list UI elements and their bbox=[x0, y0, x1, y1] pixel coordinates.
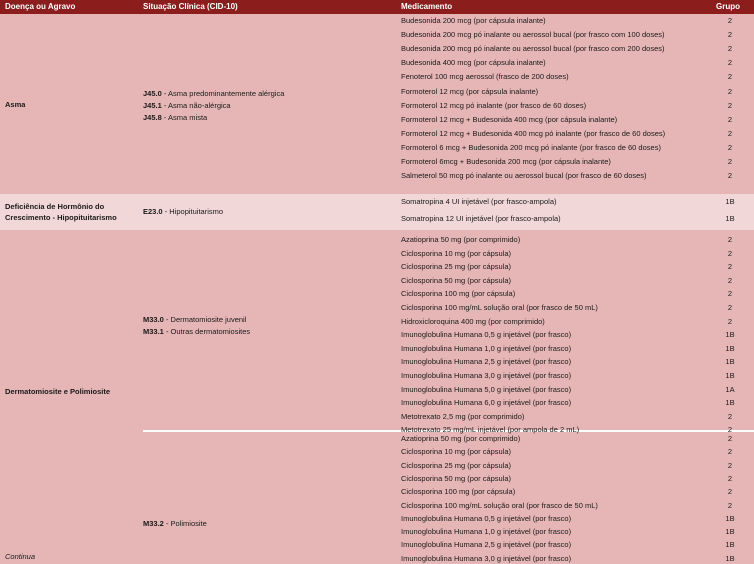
medication-group: 1B bbox=[725, 553, 735, 563]
medication-group: 2 bbox=[727, 473, 733, 483]
header-clinical: Situação Clínica (CID-10) bbox=[143, 2, 238, 11]
medication-group: 2 bbox=[727, 128, 733, 138]
medication-group: 2 bbox=[727, 434, 733, 443]
continua-label: Continua bbox=[5, 552, 36, 561]
medication-group: 1B bbox=[725, 197, 735, 206]
medication-group: 2 bbox=[727, 262, 733, 272]
medication-group: 2 bbox=[727, 86, 733, 96]
medication-name: Hidroxicloroquina 400 mg (por comprimido) bbox=[401, 316, 545, 326]
header-medication: Medicamento bbox=[401, 2, 453, 11]
medication-name: Imunoglobulina Humana 2,5 g injetável (por frasco) bbox=[401, 540, 572, 550]
medication-name: Ciclosporina 100 mg (por cápsula) bbox=[401, 289, 516, 299]
medication-name: Ciclosporina 10 mg (por cápsula) bbox=[401, 248, 512, 258]
medication-name: Azatioprina 50 mg (por comprimido) bbox=[401, 434, 521, 443]
medication-name: Ciclosporina 100 mg/mL solução oral (por frasco de 50 mL) bbox=[401, 303, 598, 312]
header-disease: Doença ou Agravo bbox=[5, 2, 76, 11]
medication-name: Somatropina 12 UI injetável (por frasco-ampola) bbox=[401, 214, 561, 223]
medication-group: 2 bbox=[727, 316, 733, 326]
medication-name: Formoterol 12 mcg + Budesonida 400 mcg (por cápsula inalante) bbox=[401, 114, 618, 124]
medication-name: Budesonida 200 mcg (por cápsula inalante) bbox=[401, 16, 546, 25]
medication-group: 2 bbox=[727, 235, 733, 244]
header-group: Grupo bbox=[716, 2, 740, 11]
medication-name: Ciclosporina 50 mg (por cápsula) bbox=[401, 473, 512, 483]
medication-name: Formoterol 12 mcg + Budesonida 400 mcg pó inalante (por frasco de 60 doses) bbox=[401, 128, 666, 138]
medication-group: 1B bbox=[725, 513, 735, 523]
medication-name: Metotrexato 25 mg/mL injetável (por ampola de 2 mL) bbox=[401, 425, 580, 435]
medication-name: Imunoglobulina Humana 1,0 g injetável (por frasco) bbox=[401, 343, 572, 353]
dermato-code-2: M33.1 - Outras dermatomiosites bbox=[143, 327, 251, 336]
medication-group: 1B bbox=[725, 540, 735, 550]
medication-group: 2 bbox=[727, 142, 733, 152]
medication-name: Imunoglobulina Humana 2,5 g injetável (por frasco) bbox=[401, 357, 572, 367]
medication-group: 2 bbox=[727, 487, 733, 497]
medication-group: 2 bbox=[727, 303, 733, 312]
medication-name: Ciclosporina 50 mg (por cápsula) bbox=[401, 275, 512, 285]
medication-group: 1B bbox=[725, 330, 735, 340]
asma-code-1: J45.0 - Asma predominantemente alérgica bbox=[143, 89, 285, 98]
medication-name: Salmeterol 50 mcg pó inalante ou aerossol bucal (por frasco de 60 doses) bbox=[401, 171, 647, 181]
medication-group: 2 bbox=[727, 460, 733, 470]
medication-group: 2 bbox=[727, 447, 733, 457]
medication-name: Imunoglobulina Humana 6,0 g injetável (por frasco) bbox=[401, 398, 572, 408]
medication-name: Budesonida 200 mcg pó inalante ou aerossol bucal (por frasco com 100 doses) bbox=[401, 30, 665, 40]
medication-group: 2 bbox=[727, 114, 733, 124]
medication-name: Ciclosporina 10 mg (por cápsula) bbox=[401, 447, 512, 457]
medication-group: 1A bbox=[725, 384, 735, 394]
medication-group: 2 bbox=[727, 171, 733, 181]
medication-group: 1B bbox=[725, 214, 735, 223]
polimiosite-code: M33.2 - Polimiosite bbox=[143, 519, 207, 528]
medication-name: Ciclosporina 25 mg (por cápsula) bbox=[401, 262, 512, 272]
medication-name: Azatioprina 50 mg (por comprimido) bbox=[401, 235, 521, 244]
medication-name: Budesonida 400 mcg (por cápsula inalante) bbox=[401, 58, 546, 68]
medication-name: Imunoglobulina Humana 0,5 g injetável (por frasco) bbox=[401, 330, 572, 340]
medication-name: Ciclosporina 100 mg/mL solução oral (por frasco de 50 mL) bbox=[401, 500, 598, 510]
medication-group: 1B bbox=[725, 343, 735, 353]
medication-name: Formoterol 12 mcg pó inalante (por frasco de 60 doses) bbox=[401, 100, 587, 110]
medication-group: 2 bbox=[727, 30, 733, 40]
asma-code-2: J45.1 - Asma não-alérgica bbox=[143, 101, 231, 110]
medication-name: Imunoglobulina Humana 5,0 g injetável (por frasco) bbox=[401, 384, 572, 394]
medication-group: 2 bbox=[727, 289, 733, 299]
medication-name: Somatropina 4 UI injetável (por frasco-ampola) bbox=[401, 197, 557, 206]
medication-group: 2 bbox=[727, 275, 733, 285]
medication-name: Budesonida 200 mcg pó inalante ou aerossol bucal (por frasco com 200 doses) bbox=[401, 44, 665, 54]
medication-group: 1B bbox=[725, 527, 735, 537]
medication-name: Ciclosporina 25 mg (por cápsula) bbox=[401, 460, 512, 470]
medication-group: 2 bbox=[727, 248, 733, 258]
gh-code: E23.0 - Hipopituitarismo bbox=[143, 207, 224, 216]
medication-group: 2 bbox=[727, 100, 733, 110]
medication-group: 2 bbox=[727, 58, 733, 68]
medication-name: Imunoglobulina Humana 3,0 g injetável (por frasco) bbox=[401, 553, 572, 563]
medication-group: 1B bbox=[725, 371, 735, 380]
asma-code-3: J45.8 - Asma mista bbox=[143, 113, 208, 122]
table-header bbox=[0, 0, 754, 14]
gh-band bbox=[0, 194, 754, 230]
disease-gh-line2: Crescimento - Hipopituitarismo bbox=[5, 213, 117, 222]
disease-gh-line1: Deficiência de Hormônio do bbox=[5, 202, 105, 211]
medication-name: Fenoterol 100 mcg aerossol (frasco de 200 doses) bbox=[401, 72, 569, 82]
medication-group: 2 bbox=[727, 500, 733, 510]
medication-name: Imunoglobulina Humana 0,5 g injetável (por frasco) bbox=[401, 513, 572, 523]
medication-name: Ciclosporina 100 mg (por cápsula) bbox=[401, 487, 516, 497]
dermato-band bbox=[0, 230, 754, 564]
disease-asma: Asma bbox=[5, 100, 26, 109]
medication-name: Imunoglobulina Humana 3,0 g injetável (por frasco) bbox=[401, 371, 572, 380]
medication-group: 2 bbox=[727, 411, 733, 421]
medication-group: 1B bbox=[725, 357, 735, 367]
disease-dermato: Dermatomiosite e Polimiosite bbox=[5, 387, 111, 396]
medication-group: 2 bbox=[727, 72, 733, 82]
medication-group: 2 bbox=[727, 157, 733, 166]
medication-name: Formoterol 6 mcg + Budesonida 200 mcg pó inalante (por frasco de 60 doses) bbox=[401, 142, 661, 152]
medication-group: 2 bbox=[727, 44, 733, 54]
medication-name: Metotrexato 2,5 mg (por comprimido) bbox=[401, 411, 525, 421]
medication-name: Formoterol 6mcg + Budesonida 200 mcg (por cápsula inalante) bbox=[401, 157, 611, 166]
dermato-code-1: M33.0 - Dermatomiosite juvenil bbox=[143, 315, 247, 324]
medication-group: 2 bbox=[727, 425, 733, 435]
medication-group: 2 bbox=[727, 16, 733, 25]
asma-band bbox=[0, 14, 754, 194]
medication-name: Imunoglobulina Humana 1,0 g injetável (por frasco) bbox=[401, 527, 572, 537]
medication-name: Formoterol 12 mcg (por cápsula inalante) bbox=[401, 86, 539, 96]
medication-group: 1B bbox=[725, 398, 735, 408]
